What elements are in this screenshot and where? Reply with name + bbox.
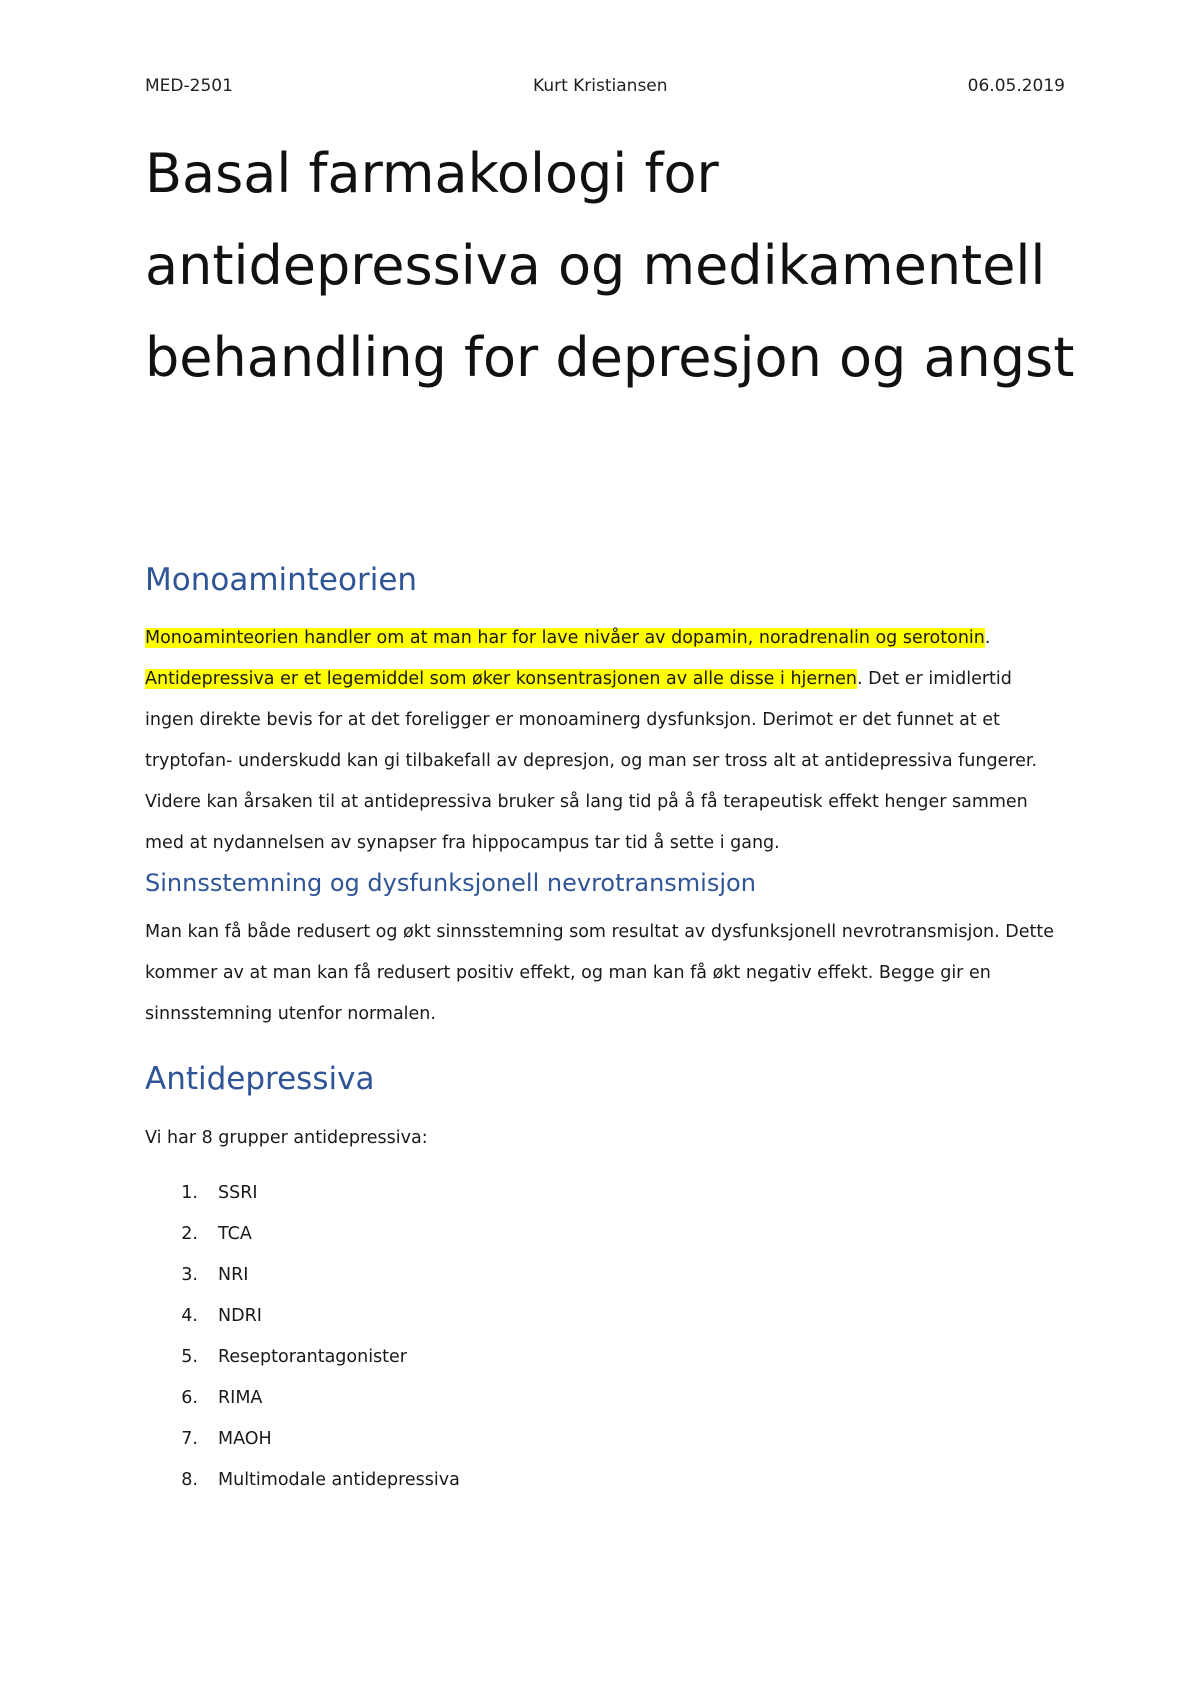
list-label: RIMA xyxy=(218,1388,263,1408)
heading-monoaminteorien: Monoaminteorien xyxy=(145,562,418,598)
list-item xyxy=(145,1460,460,1501)
list-number: 4. xyxy=(181,1306,198,1326)
list-label: Multimodale antidepressiva xyxy=(218,1470,460,1490)
list-item xyxy=(145,1296,460,1337)
list-label: Reseptorantagonister xyxy=(218,1347,408,1367)
list-item xyxy=(145,1255,460,1296)
list-number: 7. xyxy=(181,1429,198,1449)
heading-sinnsstemning: Sinnsstemning og dysfunksjonell nevrotransmisjon xyxy=(145,869,756,897)
document-title: Basal farmakologi for antidepressiva og medikamentell behandling for depresjon og angst xyxy=(145,142,1075,389)
paragraph-text: Det er imidlertid ingen direkte bevis for at det foreligger er monoaminerg dysfunksjon. Derimot er det funnet at et tryptofan- underskudd kan gi tilbakefall av depresjon, og man ser tross alt at antidepressiva fungerer. Videre kan årsaken til at antidepressiva bruker så lang tid på å få terapeutisk effekt henger sammen med at nydannelsen av synapser fra hippocampus tar tid å sette i gang. xyxy=(145,669,1038,853)
list-label: NDRI xyxy=(218,1306,262,1326)
list-label: NRI xyxy=(218,1265,249,1285)
list-number: 3. xyxy=(181,1265,198,1285)
list-item xyxy=(145,1337,460,1378)
document-date: 06.05.2019 xyxy=(967,76,1065,96)
page-header xyxy=(145,76,1065,96)
list-number: 8. xyxy=(181,1470,198,1490)
list-item xyxy=(145,1419,460,1460)
antidepressant-groups-list xyxy=(145,1173,460,1501)
list-item xyxy=(145,1378,460,1419)
course-code: MED-2501 xyxy=(145,76,233,96)
list-number: 1. xyxy=(181,1183,198,1203)
list-number: 6. xyxy=(181,1388,198,1408)
list-label: MAOH xyxy=(218,1429,272,1449)
list-item xyxy=(145,1214,460,1255)
highlight-1: Monoaminteorien handler om at man har for lave nivåer av dopamin, noradrenalin og serotonin xyxy=(145,628,985,648)
list-item xyxy=(145,1173,460,1214)
list-number: 5. xyxy=(181,1347,198,1367)
author-name: Kurt Kristiansen xyxy=(533,76,668,96)
highlight-2: Antidepressiva er et legemiddel som øker konsentrasjonen av alle disse i hjernen xyxy=(145,669,857,689)
list-number: 2. xyxy=(181,1224,198,1244)
paragraph-sinnsstemning: Man kan få både redusert og økt sinnsstemning som resultat av dysfunksjonell nevrotransmisjon. Dette kommer av at man kan få redusert positiv effekt, og man kan få økt negativ effekt. Begge gir en sinnsstemning utenfor normalen. xyxy=(145,922,1055,1024)
paragraph-monoaminteorien: Monoaminteorien handler om at man har for lave nivåer av dopamin, noradrenalin og serotonin. Antidepressiva er et legemiddel som øker konsentrasjonen av alle disse i hjernen. Det er imidlertid ingen direkte bevis for at det foreligger er monoaminerg dysfunksjon. Derimot er det funnet at et tryptofan- underskudd kan gi tilbakefall av depresjon, og man ser tross alt at antidepressiva fungerer. Videre kan årsaken til at antidepressiva bruker så lang tid på å få terapeutisk effekt henger sammen med at nydannelsen av synapser fra hippocampus tar tid å sette i gang. xyxy=(145,628,1038,853)
heading-antidepressiva: Antidepressiva xyxy=(145,1061,375,1097)
list-label: SSRI xyxy=(218,1183,258,1203)
paragraph-antidepressiva-intro: Vi har 8 grupper antidepressiva: xyxy=(145,1128,428,1148)
list-label: TCA xyxy=(218,1224,252,1244)
